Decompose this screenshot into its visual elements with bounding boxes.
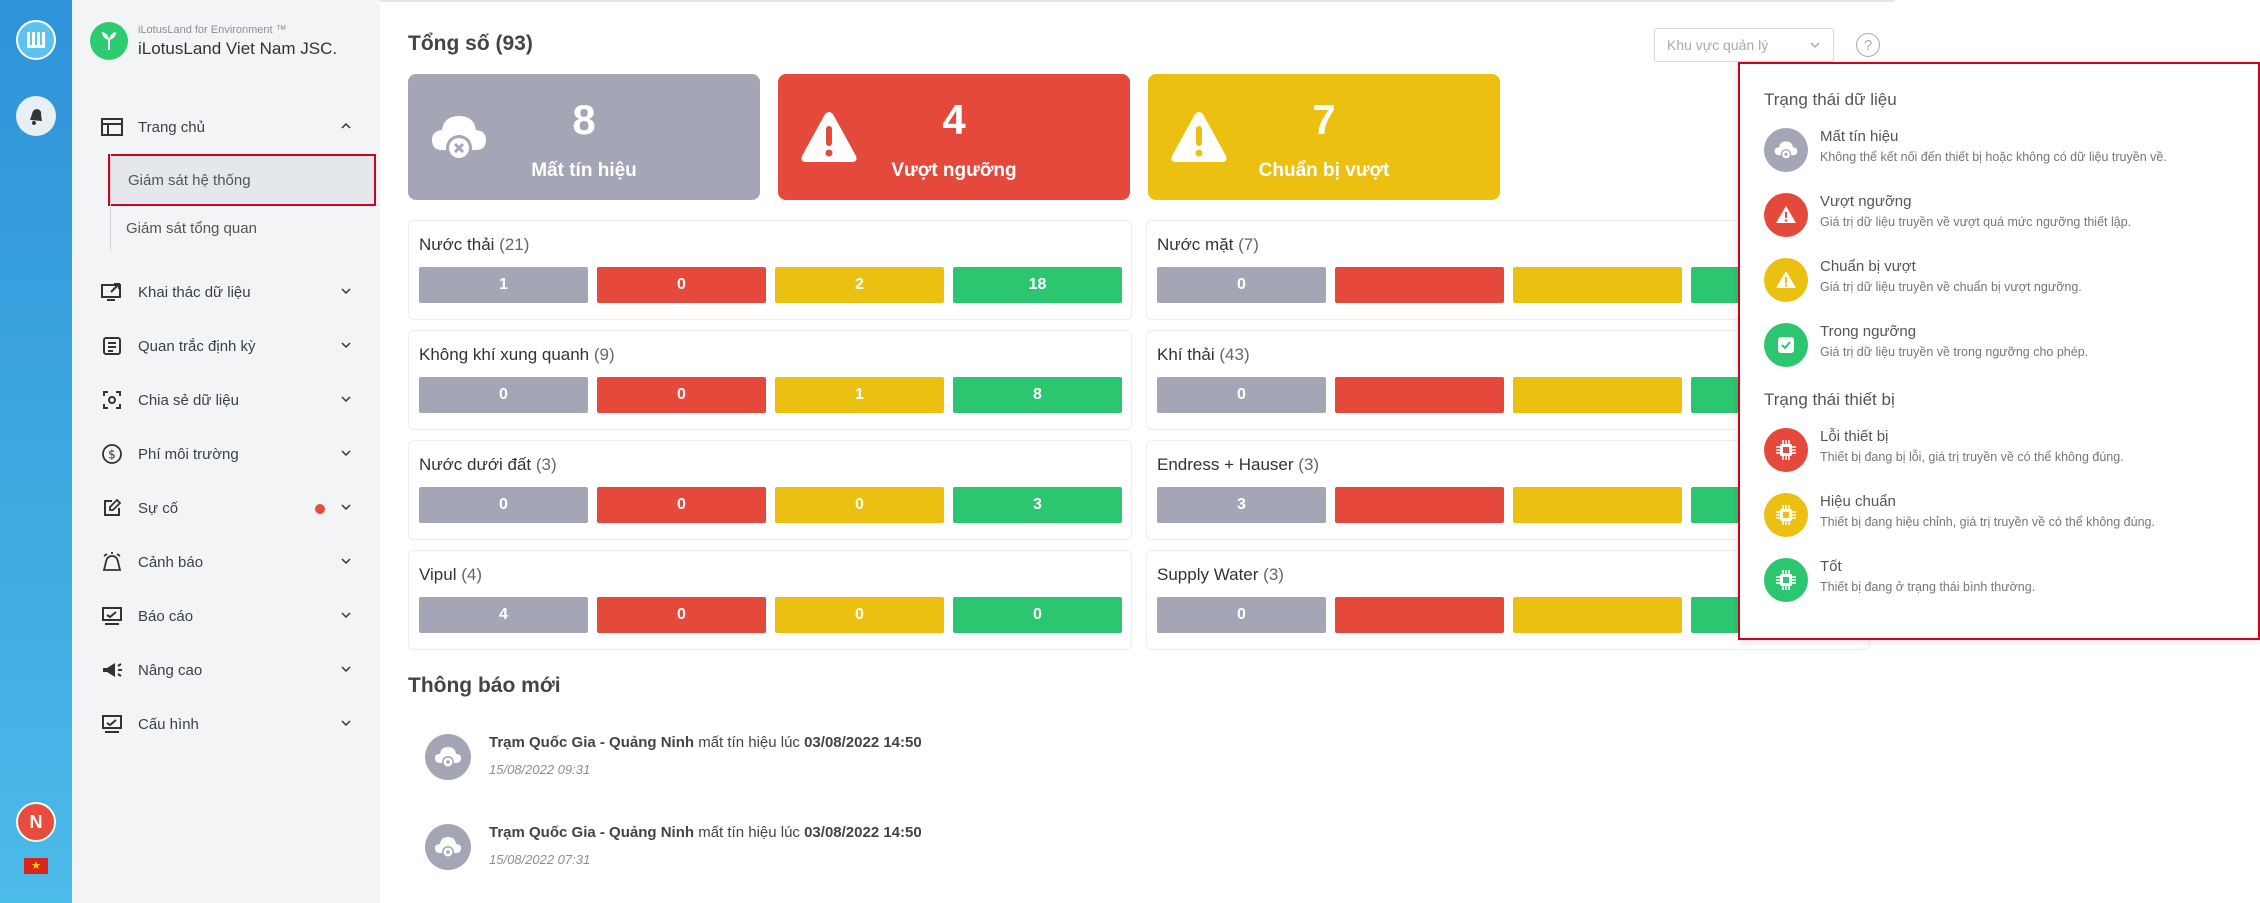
group-count: (4) [461,565,483,584]
warning-icon [1764,193,1808,237]
group-count: (3) [1263,565,1284,584]
user-avatar[interactable]: N [16,802,56,842]
sidebar-item-label: Nâng cao [138,661,203,679]
app-rail [0,0,72,903]
count-near-threshold[interactable]: 0 [775,597,944,633]
group-title [419,235,529,255]
count-lost-signal[interactable]: 0 [419,377,588,413]
home-submenu [72,154,380,251]
news-item[interactable] [425,726,1325,796]
dollar-icon [100,442,124,466]
summary-card-lost-signal[interactable] [408,74,760,200]
region-select-placeholder: Khu vực quản lý [1667,37,1769,53]
group-name: Không khí xung quanh [419,345,590,364]
summary-card-value: 8 [572,96,596,143]
chevron-down-icon [340,611,352,619]
count-over-threshold[interactable] [1335,597,1504,633]
sidebar-subitem-overview-monitoring[interactable]: Giám sát tổng quan [126,220,257,237]
sidebar-item-label: Khai thác dữ liệu [138,283,251,301]
legend-row [1764,126,2244,176]
summary-card-near-threshold[interactable] [1148,74,1500,200]
sidebar-item-label: Chia sẻ dữ liệu [138,391,239,409]
chevron-down-icon [340,665,352,673]
notification-dot [315,504,325,514]
help-icon[interactable]: ? [1856,33,1880,57]
sidebar-item-data-sharing[interactable] [72,373,380,427]
count-near-threshold[interactable] [1513,597,1682,633]
summary-card-over-threshold[interactable] [778,74,1130,200]
news-date: 15/08/2022 09:31 [489,762,591,777]
group-name: Nước dưới đất [419,455,532,474]
megaphone-icon [100,658,124,682]
share-scan-icon [100,388,124,412]
news-station: Trạm Quốc Gia - Quảng Ninh [489,734,695,751]
count-over-threshold[interactable]: 0 [597,377,766,413]
group-name: Nước mặt [1157,235,1234,254]
news-event-time: 03/08/2022 14:50 [804,734,922,751]
count-near-threshold[interactable]: 2 [775,267,944,303]
legend-desc: Không thể kết nối đến thiết bị hoặc không có dữ liệu truyền về. [1820,150,2167,164]
chevron-down-icon [340,449,352,457]
count-lost-signal[interactable]: 0 [1157,377,1326,413]
group-title [1157,345,1250,365]
legend-desc: Thiết bị đang hiệu chỉnh, giá trị truyền về có thể không đúng. [1820,515,2155,529]
document-icon [100,334,124,358]
count-over-threshold[interactable] [1335,377,1504,413]
sidebar-item-incident[interactable] [72,481,380,535]
legend-title: Tốt [1820,558,1842,575]
group-count: (21) [499,235,530,254]
chevron-down-icon [340,287,352,295]
station-group[interactable] [408,550,1132,650]
summary-card-value: 4 [942,96,966,143]
chevron-down-icon [340,557,352,565]
legend-title: Mất tín hiệu [1820,128,1899,145]
count-in-threshold[interactable]: 3 [953,487,1122,523]
count-lost-signal[interactable]: 0 [419,487,588,523]
group-count: (3) [535,455,557,474]
chevron-down-icon [340,719,352,727]
sidebar-item-label: Cấu hình [138,715,199,733]
brand[interactable] [90,22,337,60]
summary-card-label: Vượt ngưỡng [891,160,1017,181]
sidebar-subitem-system-monitoring[interactable]: Giám sát hệ thống [108,154,376,206]
legend-title: Trong ngưỡng [1820,323,1917,340]
svg-text:$: $ [108,447,116,462]
group-name: Supply Water [1157,565,1259,584]
group-name: Khí thải [1157,345,1215,364]
sidebar-item-label: Phí môi trường [138,445,239,463]
sidebar-item-label: Trang chủ [138,118,205,136]
warning-icon [1764,258,1808,302]
chip-icon [1764,428,1808,472]
sidebar-item-label: Sự cố [138,499,179,517]
station-group[interactable] [408,440,1132,540]
group-count: (43) [1219,345,1250,364]
news-text [489,824,922,841]
cloud-disconnect-icon [1764,128,1808,172]
legend-row [1764,256,2244,306]
legend-title: Chuẩn bị vượt [1820,258,1916,275]
sidebar-item-periodic-monitoring[interactable] [72,319,380,373]
legend-row [1764,191,2244,241]
cloud-disconnect-icon [425,824,471,870]
summary-card-label: Chuẩn bị vượt [1258,160,1390,181]
edit-icon [100,496,124,520]
count-lost-signal[interactable]: 1 [419,267,588,303]
main-content [380,0,2167,903]
count-lost-signal[interactable]: 0 [1157,267,1326,303]
count-lost-signal[interactable]: 3 [1157,487,1326,523]
count-lost-signal[interactable]: 4 [419,597,588,633]
count-in-threshold[interactable]: 18 [953,267,1122,303]
layout-icon [100,115,124,139]
group-name: Endress + Hauser [1157,455,1294,474]
group-title [419,565,482,585]
legend-device-status-title: Trạng thái thiết bị [1764,390,1895,409]
alarm-icon [100,550,124,574]
chevron-down-icon [1809,41,1821,49]
count-near-threshold[interactable] [1513,377,1682,413]
count-near-threshold[interactable] [1513,267,1682,303]
sidebar-item-data-mining[interactable] [72,265,380,319]
legend-desc: Giá trị dữ liệu truyền về trong ngưỡng cho phép. [1820,345,2089,359]
external-monitor-icon [100,280,124,304]
legend-data-status-title: Trạng thái dữ liệu [1764,90,1897,109]
group-name: Nước thải [419,235,495,254]
brand-title: iLotusLand Viet Nam JSC. [138,38,338,58]
count-over-threshold[interactable] [1335,487,1504,523]
config-monitor-icon [100,712,124,736]
count-over-threshold[interactable]: 0 [597,267,766,303]
sidebar-menu [72,100,380,751]
report-monitor-icon [100,604,124,628]
legend-desc: Thiết bị đang ở trạng thái bình thường. [1820,580,2036,594]
sidebar-item-alert[interactable] [72,535,380,589]
group-count: (3) [1298,455,1320,474]
sidebar-item-label: Báo cáo [138,607,194,625]
group-count: (9) [593,345,615,364]
page-title: Tổng số (93) [408,32,533,55]
cloud-disconnect-icon [425,734,471,780]
chip-icon [1764,558,1808,602]
sidebar-item-home[interactable] [72,100,380,154]
sidebar [72,0,380,903]
count-near-threshold[interactable] [1513,487,1682,523]
count-near-threshold[interactable]: 1 [775,377,944,413]
chip-icon [1764,493,1808,537]
news-text [489,734,922,751]
news-date: 15/08/2022 07:31 [489,852,591,867]
legend-row [1764,491,2244,541]
summary-card-value: 7 [1312,96,1336,143]
chevron-down-icon [340,395,352,403]
chevron-down-icon [340,503,352,511]
language-flag-icon[interactable]: ★ [24,858,48,874]
news-event-time: 03/08/2022 14:50 [804,824,922,841]
group-title [419,345,615,365]
app-logo-icon[interactable] [16,20,56,60]
group-title [1157,455,1319,475]
top-divider [380,0,1895,2]
legend-title: Hiệu chuẩn [1820,493,1896,510]
legend-desc: Thiết bị đang bị lỗi, giá trị truyền về có thể không đúng. [1820,450,2124,464]
count-lost-signal[interactable]: 0 [1157,597,1326,633]
count-in-threshold[interactable]: 8 [953,377,1122,413]
group-name: Vipul [419,565,457,584]
group-title [419,455,557,475]
station-group[interactable] [408,330,1132,430]
group-title [1157,235,1259,255]
legend-title: Lỗi thiết bị [1820,428,1889,445]
status-legend-popover [1738,62,2260,640]
group-count: (7) [1238,235,1259,254]
chevron-up-icon [340,122,352,130]
brand-logo-icon [90,22,128,60]
news-item[interactable] [425,816,1325,886]
count-in-threshold[interactable]: 0 [953,597,1122,633]
sidebar-item-environment-fee[interactable] [72,427,380,481]
count-near-threshold[interactable]: 0 [775,487,944,523]
legend-desc: Giá trị dữ liệu truyền về vượt quá mức ngưỡng thiết lập. [1820,215,2132,229]
legend-row [1764,321,2244,371]
chevron-down-icon [340,341,352,349]
legend-title: Vượt ngưỡng [1820,193,1912,210]
legend-row [1764,556,2244,606]
sidebar-item-label: Quan trắc định kỳ [138,337,256,355]
group-title [1157,565,1284,585]
news-message: mất tín hiệu lúc [698,824,800,841]
count-over-threshold[interactable]: 0 [597,597,766,633]
sidebar-item-advanced[interactable] [72,643,380,697]
sidebar-item-label: Cảnh báo [138,553,204,571]
count-over-threshold[interactable]: 0 [597,487,766,523]
brand-subtitle: iLotusLand for Environment ™ [138,23,287,36]
check-square-icon [1764,323,1808,367]
count-over-threshold[interactable] [1335,267,1504,303]
summary-card-label: Mất tín hiệu [531,160,637,181]
sidebar-item-settings[interactable] [72,697,380,751]
sidebar-item-report[interactable] [72,589,380,643]
region-select[interactable] [1654,28,1834,62]
news-station: Trạm Quốc Gia - Quảng Ninh [489,824,695,841]
station-group[interactable] [408,220,1132,320]
notification-bell-icon[interactable] [16,96,56,136]
news-message: mất tín hiệu lúc [698,734,800,751]
news-title: Thông báo mới [408,674,561,697]
legend-desc: Giá trị dữ liệu truyền về chuẩn bị vượt ngưỡng. [1820,280,2082,294]
legend-row [1764,426,2244,476]
